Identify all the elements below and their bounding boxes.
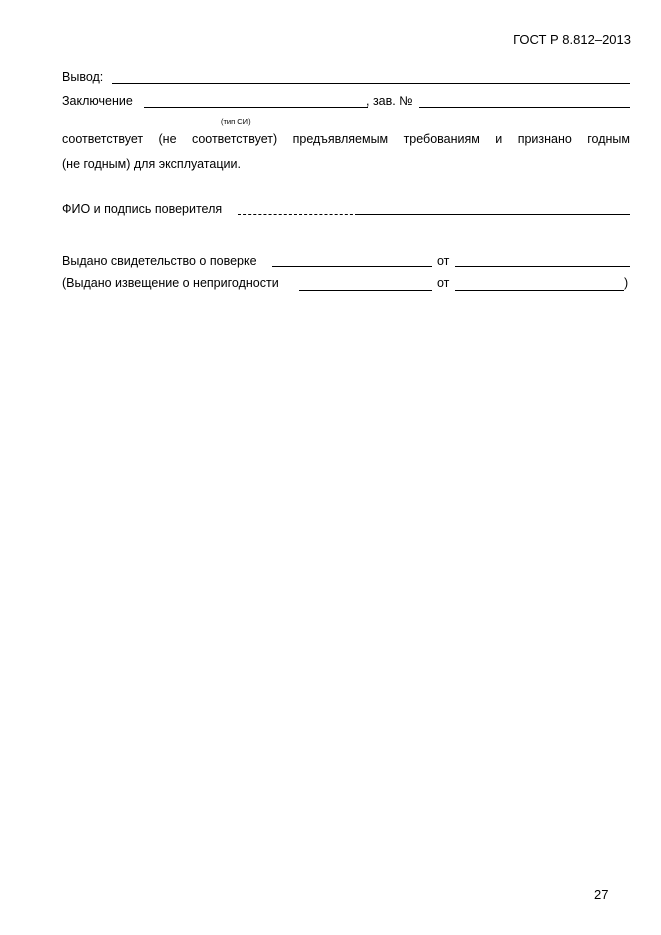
page-number: 27 [594,887,609,902]
serial-number-label: , зав. № [366,94,413,108]
notice-date-field [455,290,624,291]
compliance-text-line-1: соответствует (не соответствует) предъявляемым требованиям и признано годным [62,132,630,146]
certificate-issued-label: Выдано свидетельство о поверке [62,254,257,268]
verifier-signature-field [358,214,630,215]
output-label: Вывод: [62,70,104,84]
verifier-label: ФИО и подпись поверителя [62,202,223,216]
closing-parenthesis: ) [624,276,629,290]
notice-issued-label: (Выдано извещение о непригодности [62,276,279,290]
si-type-caption: (тип СИ) [221,117,251,126]
verifier-signature-field-dashed [238,214,358,215]
certificate-date-field [455,266,630,267]
conclusion-label: Заключение [62,94,133,108]
output-field [112,83,630,84]
certificate-date-label: от [437,254,450,268]
notice-number-field [299,290,432,291]
si-type-field [144,107,368,108]
notice-date-label: от [437,276,450,290]
certificate-number-field [272,266,432,267]
serial-number-field [419,107,630,108]
compliance-text-line-2: (не годным) для эксплуатации. [62,157,241,171]
document-code: ГОСТ Р 8.812–2013 [513,32,631,47]
